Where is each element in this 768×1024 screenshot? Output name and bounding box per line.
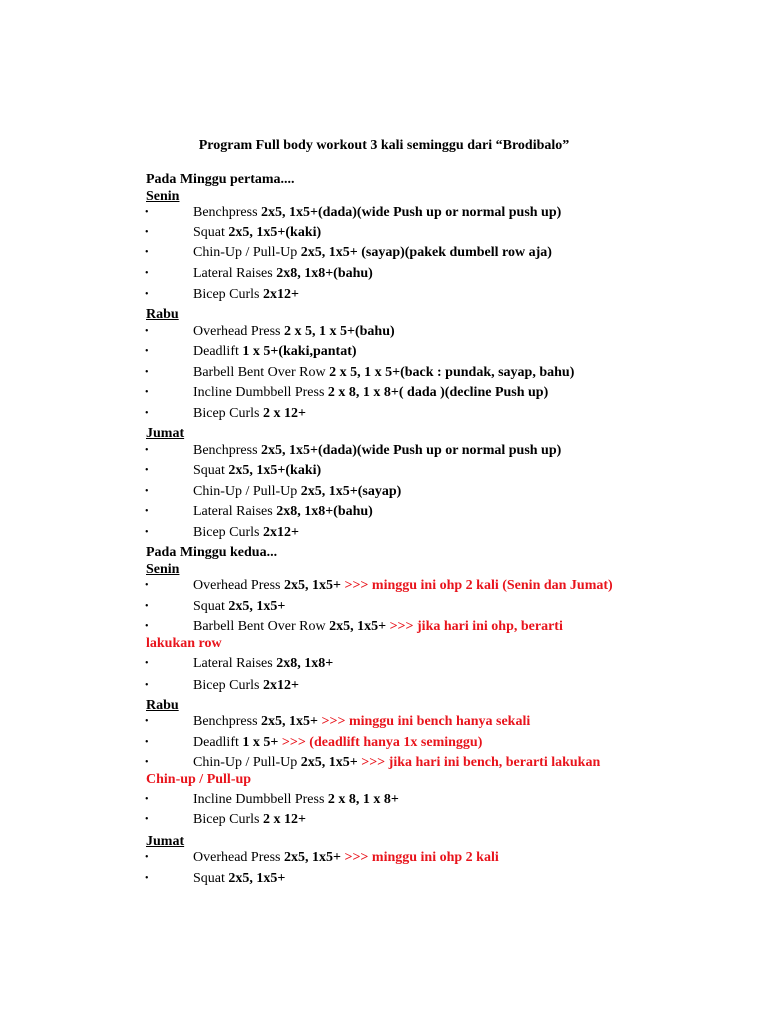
list-item [0, 265, 768, 283]
document-title: Program Full body workout 3 kali seminggu dari “Brodibalo” [198, 138, 570, 153]
exercise-detail: 2x5, 1x5+(dada)(wide Push up or normal push up) [261, 443, 562, 458]
exercise-detail: 2x5, 1x5+(sayap) [300, 484, 402, 499]
exercise-detail: 2x8, 1x8+(bahu) [276, 504, 373, 519]
bullet-icon: • [145, 527, 149, 538]
week1-jumat-heading: Jumat [146, 426, 185, 441]
bullet-icon: • [145, 289, 149, 300]
bullet-icon: • [145, 506, 149, 517]
exercise-detail: 2x5, 1x5+(kaki) [228, 225, 322, 240]
bullet-icon: • [145, 326, 149, 337]
exercise-name: Overhead Press [193, 324, 281, 339]
week1-rabu-heading: Rabu [146, 307, 179, 322]
exercise-detail: 2x5, 1x5+ [283, 578, 341, 593]
exercise-name: Bicep Curls [193, 406, 260, 421]
list-item [0, 204, 768, 222]
week2-jumat-heading: Jumat [146, 834, 185, 849]
exercise-name: Overhead Press [193, 578, 281, 593]
bullet-icon: • [145, 408, 149, 419]
list-item [0, 598, 768, 616]
exercise-detail: 2x5, 1x5+(dada)(wide Push up or normal push up) [261, 205, 562, 220]
list-item [0, 503, 768, 521]
exercise-detail: 2x5, 1x5+ [228, 599, 286, 614]
list-item [0, 483, 768, 501]
bullet-icon: • [145, 737, 149, 748]
list-item [0, 677, 768, 695]
exercise-detail: 2x5, 1x5+ [300, 755, 358, 770]
exercise-name: Lateral Raises [193, 504, 273, 519]
bullet-icon: • [145, 346, 149, 357]
bullet-icon: • [145, 580, 149, 591]
list-item [0, 655, 768, 673]
exercise-note: >>> jika hari ini ohp, berarti [389, 619, 563, 634]
exercise-name: Benchpress [193, 443, 258, 458]
exercise-name: Deadlift [193, 735, 239, 750]
exercise-detail: 2x5, 1x5+ [261, 714, 319, 729]
list-item [0, 462, 768, 480]
exercise-note-continued: lakukan row [146, 636, 222, 651]
list-item [0, 870, 768, 888]
bullet-icon: • [145, 852, 149, 863]
bullet-icon: • [145, 658, 149, 669]
week2-senin-heading: Senin [146, 562, 180, 577]
exercise-name: Incline Dumbbell Press [193, 385, 325, 400]
list-item [0, 618, 768, 654]
week2-rabu-heading: Rabu [146, 698, 179, 713]
exercise-detail: 2 x 8, 1 x 8+ [327, 792, 399, 807]
exercise-name: Chin-Up / Pull-Up [193, 755, 298, 770]
list-item [0, 524, 768, 542]
exercise-name: Barbell Bent Over Row [193, 365, 330, 380]
exercise-name: Deadlift [193, 344, 239, 359]
exercise-detail: 2 x 12+ [263, 812, 306, 827]
list-item [0, 734, 768, 752]
week1-heading: Pada Minggu pertama.... [146, 172, 295, 187]
exercise-detail: 2 x 5, 1 x 5+(bahu) [283, 324, 395, 339]
list-item [0, 224, 768, 242]
bullet-icon: • [145, 621, 149, 632]
bullet-icon: • [145, 367, 149, 378]
exercise-name: Squat [193, 871, 225, 886]
exercise-name: Lateral Raises [193, 656, 273, 671]
bullet-icon: • [145, 465, 149, 476]
bullet-icon: • [145, 268, 149, 279]
exercise-note-continued: Chin-up / Pull-up [146, 772, 252, 787]
exercise-name: Squat [193, 463, 225, 478]
list-item [0, 343, 768, 361]
list-item [0, 713, 768, 731]
exercise-name: Lateral Raises [193, 266, 273, 281]
bullet-icon: • [145, 387, 149, 398]
exercise-detail: 2x12+ [263, 525, 299, 540]
exercise-note: >>> minggu ini bench hanya sekali [321, 714, 531, 729]
exercise-name: Chin-Up / Pull-Up [193, 245, 298, 260]
bullet-icon: • [145, 486, 149, 497]
bullet-icon: • [145, 227, 149, 238]
week1-senin-heading: Senin [146, 189, 180, 204]
exercise-detail: 2x5, 1x5+ [329, 619, 387, 634]
exercise-name: Incline Dumbbell Press [193, 792, 325, 807]
bullet-icon: • [145, 445, 149, 456]
exercise-name: Benchpress [193, 205, 258, 220]
exercise-name: Chin-Up / Pull-Up [193, 484, 298, 499]
list-item [0, 384, 768, 402]
exercise-name: Bicep Curls [193, 525, 260, 540]
exercise-detail: 2x5, 1x5+ [283, 850, 341, 865]
exercise-name: Squat [193, 225, 225, 240]
exercise-detail: 2 x 12+ [263, 406, 306, 421]
list-item [0, 442, 768, 460]
exercise-note: >>> minggu ini ohp 2 kali (Senin dan Jumat) [344, 578, 613, 593]
exercise-detail: 2x8, 1x8+ [276, 656, 334, 671]
list-item [0, 323, 768, 341]
list-item [0, 811, 768, 829]
bullet-icon: • [145, 247, 149, 258]
exercise-detail: 2 x 5, 1 x 5+(back : pundak, sayap, bahu) [329, 365, 575, 380]
exercise-detail: 2x8, 1x8+(bahu) [276, 266, 373, 281]
exercise-name: Bicep Curls [193, 812, 260, 827]
bullet-icon: • [145, 757, 149, 768]
list-item [0, 849, 768, 867]
bullet-icon: • [145, 601, 149, 612]
bullet-icon: • [145, 680, 149, 691]
bullet-icon: • [145, 207, 149, 218]
week2-heading: Pada Minggu kedua... [146, 545, 278, 560]
bullet-icon: • [145, 873, 149, 884]
list-item [0, 577, 768, 595]
bullet-icon: • [145, 814, 149, 825]
list-item [0, 364, 768, 382]
exercise-detail: 2x5, 1x5+ (sayap)(pakek dumbell row aja) [300, 245, 552, 260]
exercise-name: Barbell Bent Over Row [193, 619, 326, 634]
exercise-name: Benchpress [193, 714, 258, 729]
exercise-detail: 1 x 5+(kaki,pantat) [242, 344, 357, 359]
exercise-note: >>> jika hari ini bench, berarti lakukan [361, 755, 601, 770]
exercise-detail: 2x5, 1x5+ [228, 871, 286, 886]
exercise-note: >>> minggu ini ohp 2 kali [344, 850, 499, 865]
exercise-name: Bicep Curls [193, 678, 260, 693]
list-item [0, 754, 768, 790]
bullet-icon: • [145, 794, 149, 805]
list-item [0, 405, 768, 423]
exercise-note: >>> (deadlift hanya 1x seminggu) [281, 735, 483, 750]
exercise-name: Bicep Curls [193, 287, 260, 302]
exercise-detail: 2x12+ [263, 287, 299, 302]
bullet-icon: • [145, 716, 149, 727]
exercise-name: Overhead Press [193, 850, 281, 865]
exercise-detail: 2x5, 1x5+(kaki) [228, 463, 322, 478]
list-item [0, 286, 768, 304]
exercise-name: Squat [193, 599, 225, 614]
list-item [0, 791, 768, 809]
exercise-detail: 2 x 8, 1 x 8+( dada )(decline Push up) [327, 385, 549, 400]
exercise-detail: 1 x 5+ [242, 735, 279, 750]
exercise-detail: 2x12+ [263, 678, 299, 693]
list-item [0, 244, 768, 262]
